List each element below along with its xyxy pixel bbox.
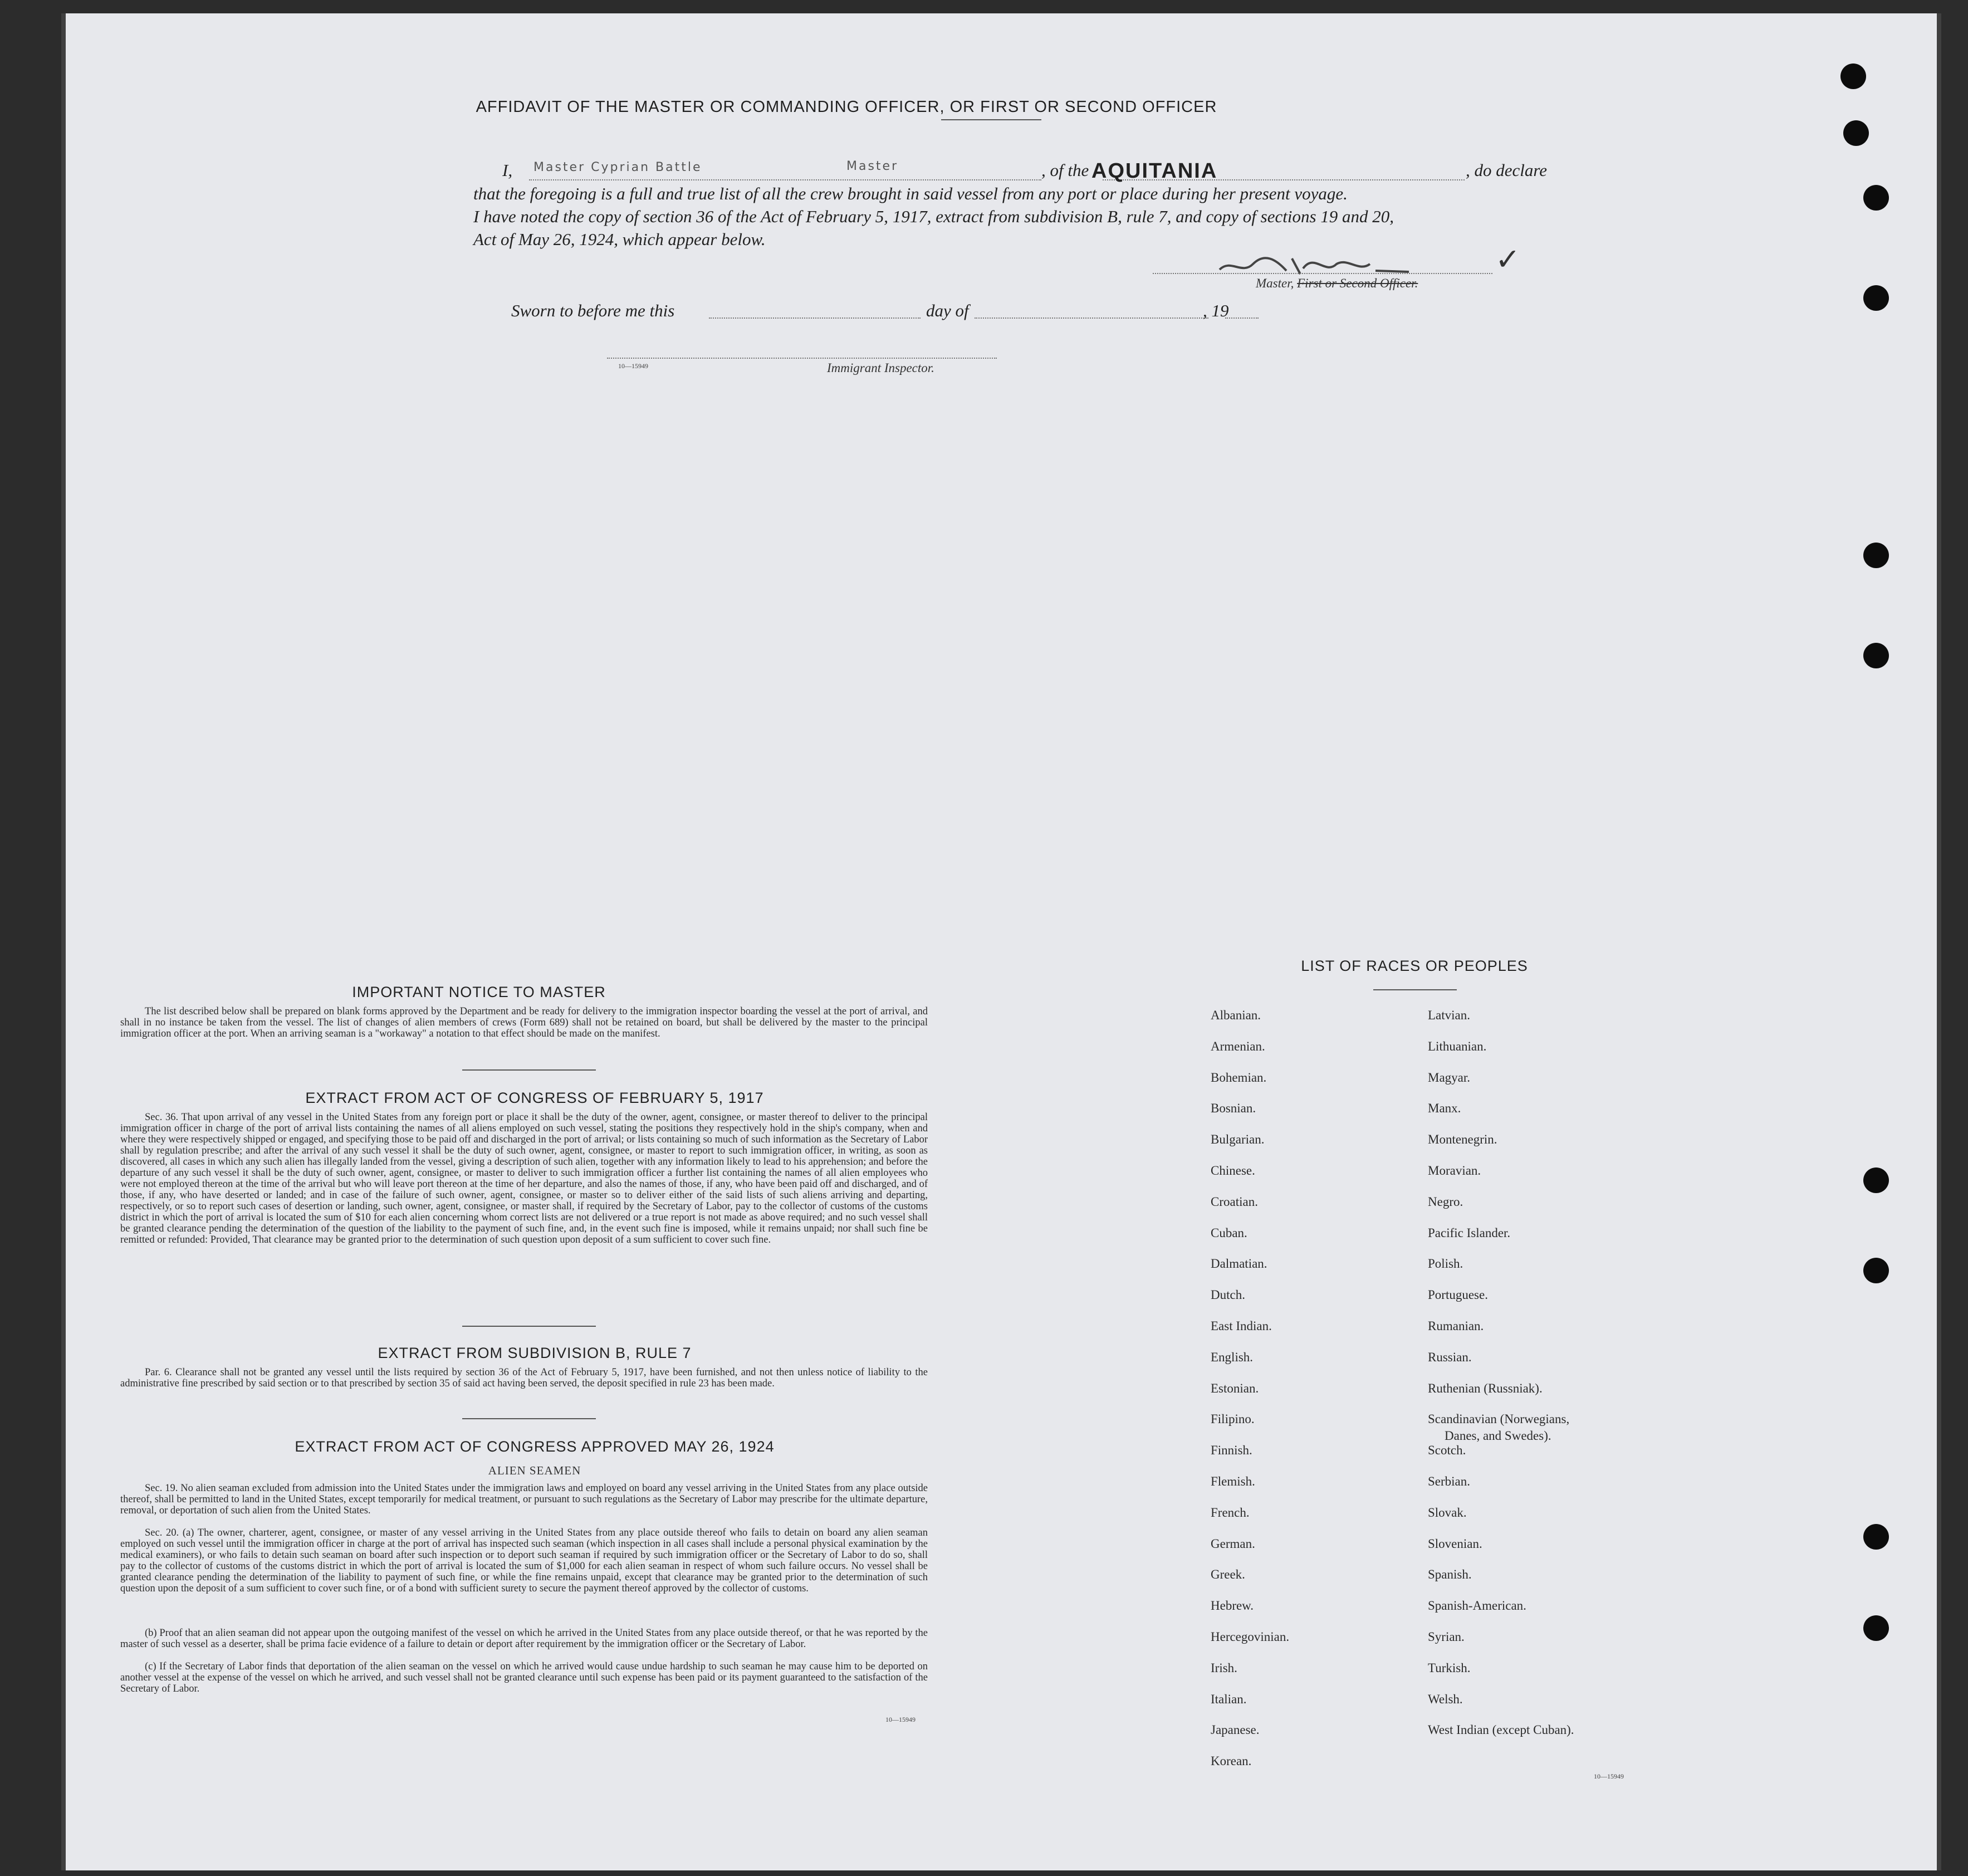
- race-item: Armenian.: [1211, 1039, 1265, 1053]
- race-item: Dutch.: [1211, 1288, 1245, 1302]
- year-prefix: , 19: [1203, 301, 1229, 320]
- race-item: Albanian.: [1211, 1008, 1261, 1022]
- of-the-text: , of the: [1041, 160, 1089, 180]
- race-item: Finnish.: [1211, 1443, 1252, 1458]
- check-mark: ✓: [1495, 242, 1521, 277]
- form-number: 10—15949: [885, 1716, 916, 1723]
- race-item: Bulgarian.: [1211, 1132, 1265, 1147]
- notice-title: IMPORTANT NOTICE TO MASTER: [352, 984, 606, 1000]
- race-item: Ruthenian (Russniak).: [1428, 1381, 1543, 1395]
- race-item: Scotch.: [1428, 1443, 1466, 1458]
- race-item: Danes, and Swedes).: [1445, 1429, 1551, 1443]
- race-item: Hercegovinian.: [1211, 1630, 1290, 1644]
- race-item: Negro.: [1428, 1194, 1463, 1209]
- form-number: 10—15949: [618, 362, 648, 370]
- race-item: Croatian.: [1211, 1194, 1258, 1209]
- rule7-text: Par. 6. Clearance shall not be granted any vessel until the lists required by section 36 of the Act of February 5, 1917, have been furnished, and not then unless notice of liability to the administrative fine prescribed by said section or to that prescribed by section 35 of said act having been served, the deposit specified in rule 23 has been made.: [120, 1367, 928, 1389]
- sec19-text: Sec. 19. No alien seaman excluded from admission into the United States under the immigration laws and employed on board any vessel arriving in the United States from any place outside thereof, shall be permitted to land in the United States, except temporarily for medical treatment, or pursuant to such regulations as the Secretary of Labor may prescribe for the ultimate departure, removal, or deportation of such alien from the United States.: [120, 1483, 928, 1516]
- race-item: Slovenian.: [1428, 1536, 1482, 1551]
- form-number: 10—15949: [1594, 1772, 1624, 1780]
- race-item: Japanese.: [1211, 1723, 1260, 1737]
- sworn-day-line: [709, 317, 921, 319]
- inspector-label: Immigrant Inspector.: [827, 361, 934, 375]
- page-left-edge: [61, 13, 66, 1870]
- sec20a-text: Sec. 20. (a) The owner, charterer, agent, consignee, or master of any vessel arriving in the United States from any place outside thereof who fails to detain on board any alien seaman employed on such vessel until the immigration officer in charge at the port of arrival has inspected such seaman (which inspection in all cases shall include a personal physical examination by the medical examiners), or who fails to detain such seaman on board after such inspection or to deport such seaman if required by such immigration officer or the Secretary of Labor to do so, shall pay to the collector of customs of the customs district in which the port of arrival is located the sum of $1,000 for each alien seaman in respect of whom such failure occurs. No vessel shall be granted clearance pending the determination of the liability to payment of such fine, or while the fine remains unpaid, except that clearance may be granted prior to the determination of such question upon the deposit of a sum sufficient to cover such fine, or of a bond with sufficient surety to secure the payment thereof approved by the collector of customs.: [120, 1527, 928, 1594]
- race-item: Polish.: [1428, 1257, 1463, 1271]
- sworn-month-line: [975, 317, 1208, 319]
- punch-hole: [1863, 1524, 1889, 1550]
- race-item: Hebrew.: [1211, 1599, 1254, 1613]
- section-divider: [462, 1069, 596, 1071]
- race-item: Turkish.: [1428, 1660, 1471, 1675]
- race-item: Manx.: [1428, 1101, 1461, 1116]
- punch-hole: [1863, 185, 1889, 211]
- races-title: LIST OF RACES OR PEOPLES: [1301, 957, 1528, 974]
- do-declare-text: , do declare: [1466, 160, 1548, 180]
- rule7-title: EXTRACT FROM SUBDIVISION B, RULE 7: [378, 1345, 692, 1361]
- race-item: West Indian (except Cuban).: [1428, 1723, 1574, 1737]
- race-item: Pacific Islander.: [1428, 1225, 1511, 1240]
- document-page: [61, 13, 1941, 1870]
- title-divider: [941, 119, 1041, 120]
- punch-hole: [1863, 1258, 1889, 1283]
- race-item: Welsh.: [1428, 1692, 1463, 1706]
- notice-text: The list described below shall be prepared on blank forms approved by the Department and be ready for delivery to the immigration inspector boarding the vessel at the port of arrival, and shall in no instance be taken from the vessel. The list of changes of alien members of crews (Form 689) shall not be retained on board, but shall be delivered by the master to the principal immigration officer at the port. When an arriving seaman is a "workaway" a notation to that effect should be made on the manifest.: [120, 1006, 928, 1039]
- affidavit-title: AFFIDAVIT OF THE MASTER OR COMMANDING OFFICER, OR FIRST OR SECOND OFFICER: [476, 98, 1217, 116]
- race-item: Greek.: [1211, 1567, 1245, 1582]
- alien-seamen-subtitle: ALIEN SEAMEN: [488, 1464, 581, 1477]
- inspector-line: [607, 358, 997, 359]
- sworn-year-line: [1225, 317, 1259, 319]
- race-item: Bohemian.: [1211, 1070, 1267, 1084]
- extract-1917-title: EXTRACT FROM ACT OF CONGRESS OF FEBRUARY 5, 1917: [305, 1090, 764, 1106]
- race-item: Cuban.: [1211, 1225, 1247, 1240]
- punch-hole: [1843, 120, 1869, 146]
- sworn-text: Sworn to before me this: [511, 301, 675, 320]
- punch-hole: [1840, 63, 1866, 89]
- race-item: English.: [1211, 1350, 1254, 1364]
- race-item: Rumanian.: [1428, 1319, 1484, 1333]
- race-item: Irish.: [1211, 1660, 1237, 1675]
- race-item: Flemish.: [1211, 1474, 1255, 1488]
- declaration-line-4: Act of May 26, 1924, which appear below.: [473, 229, 766, 249]
- race-item: German.: [1211, 1536, 1255, 1551]
- punch-hole: [1863, 285, 1889, 311]
- race-item: French.: [1211, 1505, 1250, 1520]
- day-of-text: day of: [926, 301, 969, 320]
- affidavit-i: I,: [502, 160, 513, 180]
- race-item: Portuguese.: [1428, 1288, 1488, 1302]
- race-item: Estonian.: [1211, 1381, 1259, 1395]
- declaration-line-2: that the foregoing is a full and true list of all the crew brought in said vessel from any port or place during her present voyage.: [473, 184, 1348, 203]
- race-item: East Indian.: [1211, 1319, 1272, 1333]
- race-item: Magyar.: [1428, 1070, 1471, 1084]
- race-item: Serbian.: [1428, 1474, 1471, 1488]
- race-item: Spanish.: [1428, 1567, 1472, 1582]
- race-item: Scandinavian (Norwegians,: [1428, 1412, 1570, 1426]
- race-item: Bosnian.: [1211, 1101, 1256, 1116]
- extract-1924-title: EXTRACT FROM ACT OF CONGRESS APPROVED MAY 26, 1924: [295, 1438, 775, 1455]
- extract-1917-text: Sec. 36. That upon arrival of any vessel in the United States from any foreign port or place it shall be the duty of the owner, agent, consignee, or master thereof to deliver to the principal immigration officer in charge of the port of arrival lists containing the names of all aliens employed on such vessel, stating the positions they respectively hold in the ship's company, when and where they were respectively shipped or engaged, and specifying those to be paid off and discharged in the port of arrival; or lists containing so much of such information as the Secretary of Labor shall by regulation prescribe; and after the arrival of any such vessel it shall be the duty of such owner, agent, consignee, or master to report to such immigration officer, in writing, as soon as discovered, all cases in which any such alien has illegally landed from the vessel, giving a description of such alien, together with any information likely to lead to his apprehension; and before the departure of any such vessel it shall be the duty of such owner, agent, consignee, or master to deliver to such immigration officer a further list containing the names of all alien employees who were not employed thereon at the time of the arrival but who will leave port thereon at the time of her departure, and also the names of those, if any, who have been paid off and discharged, and of those, if any, who have deserted or landed; and in case of the failure of such owner, agent, consignee, or master so to deliver either of the said lists of such aliens arriving and departing, respectively, or so to report such cases of desertion or landing, such owner, agent, consignee, or master shall, if required by the Secretary of Labor, pay to the collector of customs of the customs district in which the port of arrival is located the sum of $10 for each alien concerning whom correct lists are not delivered or a true report is not made as above required; and no such vessel shall be granted clearance pending the determination of the question of the liability to the payment of such fine, and, in the event such fine is imposed, while it remains unpaid; nor shall such fine be remitted or refunded: Provided, That clearance may be granted prior to the determination of such question upon deposit of a sum sufficient to cover such fine.: [120, 1112, 928, 1245]
- punch-hole: [1863, 1615, 1889, 1641]
- race-item: Korean.: [1211, 1754, 1252, 1768]
- race-item: Latvian.: [1428, 1008, 1470, 1022]
- section-divider: [462, 1418, 596, 1419]
- signature-role: Master, First or Second Officer.: [1256, 276, 1418, 290]
- race-item: Slovak.: [1428, 1505, 1467, 1520]
- race-item: Spanish-American.: [1428, 1599, 1526, 1613]
- race-item: Italian.: [1211, 1692, 1247, 1706]
- race-item: Syrian.: [1428, 1630, 1465, 1644]
- handwritten-name: Master Cyprian Battle: [533, 160, 702, 174]
- race-item: Filipino.: [1211, 1412, 1255, 1426]
- race-item: Montenegrin.: [1428, 1132, 1497, 1147]
- page-right-edge: [1937, 13, 1941, 1870]
- signature-line: [1153, 273, 1492, 274]
- ship-name: AQUITANIA: [1091, 159, 1218, 183]
- race-item: Chinese.: [1211, 1164, 1255, 1178]
- races-divider: [1373, 989, 1457, 990]
- name-fill-line: [529, 179, 1041, 180]
- race-item: Moravian.: [1428, 1164, 1481, 1178]
- handwritten-title: Master: [846, 159, 899, 173]
- race-item: Dalmatian.: [1211, 1257, 1267, 1271]
- section-divider: [462, 1326, 596, 1327]
- struck-officer-text: First or Second Officer.: [1297, 276, 1418, 290]
- race-item: Russian.: [1428, 1350, 1472, 1364]
- punch-hole: [1863, 543, 1889, 568]
- sec20b-text: (b) Proof that an alien seaman did not appear upon the outgoing manifest of the vessel on which he arrived in the United States from any place outside thereof, or that he was reported by the master of such vessel as a deserter, shall be prima facie evidence of a failure to detain or deport after requirement by the immigration officer or the Secretary of Labor.: [120, 1628, 928, 1650]
- declaration-line-3: I have noted the copy of section 36 of the Act of February 5, 1917, extract from subdivision B, rule 7, and copy of sections 19 and 20,: [473, 207, 1394, 226]
- punch-hole: [1863, 643, 1889, 668]
- sec20c-text: (c) If the Secretary of Labor finds that deportation of the alien seaman on the vessel on which he arrived would cause undue hardship to such seaman he may cause him to be deported on another vessel at the expense of the vessel on which he arrived, and such vessel shall not be granted clearance until such expense has been paid or its payment guaranteed to the satisfaction of the Secretary of Labor.: [120, 1661, 928, 1694]
- punch-hole: [1863, 1167, 1889, 1193]
- race-item: Lithuanian.: [1428, 1039, 1487, 1053]
